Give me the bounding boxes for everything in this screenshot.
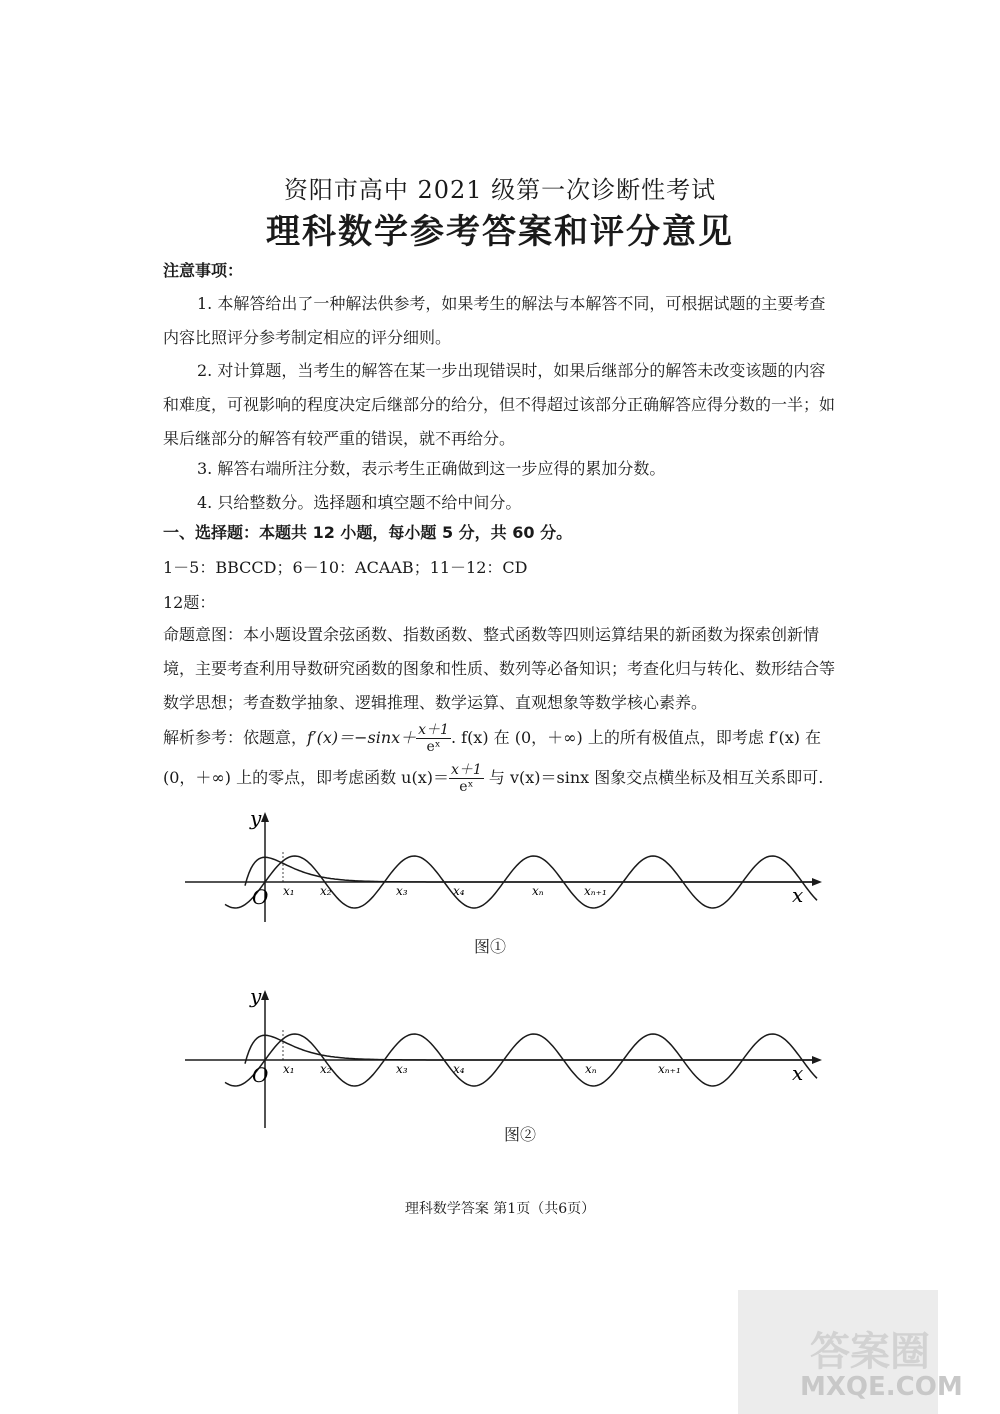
x4-label: x₄ xyxy=(453,884,465,898)
x3-label: x₃ xyxy=(396,1062,408,1076)
xn1-label: xₙ₊₁ xyxy=(658,1062,681,1076)
analysis-text: 与 v(x)＝sinx 图象交点横坐标及相互关系即可. xyxy=(483,768,824,787)
section-heading: 一、选择题：本题共 12 小题，每小题 5 分，共 60 分。 xyxy=(163,523,573,542)
fraction xyxy=(449,762,484,795)
x2-label: x₂ xyxy=(320,884,332,898)
fraction-numerator: x＋1 xyxy=(418,722,449,738)
fraction-denominator: eˣ xyxy=(426,739,441,755)
notice-item-3: 3. 解答右端所注分数，表示考生正确做到这一步应得的累加分数。 xyxy=(197,459,666,478)
x1-label: x₁ xyxy=(283,884,295,898)
page-footer: 理科数学答案 第1页（共6页） xyxy=(404,1201,596,1217)
notice-item-2: 2. 对计算题，当考生的解答在某一步出现错误时，如果后继部分的解答未改变该题的内容和难度，可视影响的程度决定后继部分的给分，但不得超过该部分正确解答应得分数的一半；如果后继部分的解答有较严重的错误，就不再给分。 xyxy=(163,361,836,448)
x3-label: x₃ xyxy=(396,884,408,898)
analysis-text: 解析参考：依题意， xyxy=(163,728,308,747)
y-label: y xyxy=(250,806,262,830)
x-label: x xyxy=(792,883,804,907)
y-axis-arrow xyxy=(261,990,269,1000)
figure-2-caption: 图② xyxy=(503,1125,536,1144)
x1-label: x₁ xyxy=(283,1062,295,1076)
fraction-numerator: x＋1 xyxy=(450,762,482,778)
xn1-label: xₙ₊₁ xyxy=(584,884,607,898)
figure-2-graph xyxy=(170,978,840,1133)
notice-item-4: 4. 只给整数分。选择题和填空题不给中间分。 xyxy=(197,493,522,512)
question-12-label: 12题： xyxy=(163,593,216,612)
figure-1-graph xyxy=(170,800,840,930)
xn-label: xₙ xyxy=(585,1062,597,1076)
analysis-text: . f(x) 在 (0，＋∞) 上的所有极值点，即考虑 f′(x) 在 xyxy=(450,728,822,747)
xn-label: xₙ xyxy=(532,884,544,898)
analysis-line-1 xyxy=(163,722,843,755)
origin-label: O xyxy=(252,1063,269,1087)
analysis-text: (0，＋∞) 上的零点，即考虑函数 u(x)＝ xyxy=(163,768,449,787)
analysis-line-2 xyxy=(163,762,843,795)
intent-paragraph: 命题意图：本小题设置余弦函数、指数函数、整式函数等四则运算结果的新函数为探索创新情境，主要考查利用导数研究函数的图象和性质、数列等必备知识；考查化归与转化、数形结合等数学思想；考查数学抽象、逻辑推理、数学运算、直观想象等数学核心素养。 xyxy=(163,625,836,712)
notice-heading: 注意事项： xyxy=(163,261,244,280)
y-label: y xyxy=(250,984,262,1008)
notice-item-1: 1. 本解答给出了一种解法供参考，如果考生的解法与本解答不同，可根据试题的主要考查内容比照评分参考制定相应的评分细则。 xyxy=(163,294,826,347)
watermark-logo-text: 答案圈 xyxy=(810,1329,930,1375)
watermark-url: MXQE.COM xyxy=(800,1372,963,1402)
fraction-denominator: eˣ xyxy=(459,779,474,795)
figure-1-caption: 图① xyxy=(473,937,506,956)
derivative-expression: f′(x)＝−sinx＋ xyxy=(307,728,417,747)
answer-key: 1－5：BBCCD；6－10：ACAAB；11－12：CD xyxy=(163,558,528,577)
x2-label: x₂ xyxy=(320,1062,332,1076)
origin-label: O xyxy=(252,885,269,909)
y-axis-arrow xyxy=(261,812,269,822)
page-title: 理科数学参考答案和评分意见 xyxy=(266,212,734,252)
fraction xyxy=(416,722,451,755)
exam-subtitle: 资阳市高中 2021 级第一次诊断性考试 xyxy=(283,176,717,204)
x-label: x xyxy=(792,1061,804,1085)
x4-label: x₄ xyxy=(453,1062,465,1076)
